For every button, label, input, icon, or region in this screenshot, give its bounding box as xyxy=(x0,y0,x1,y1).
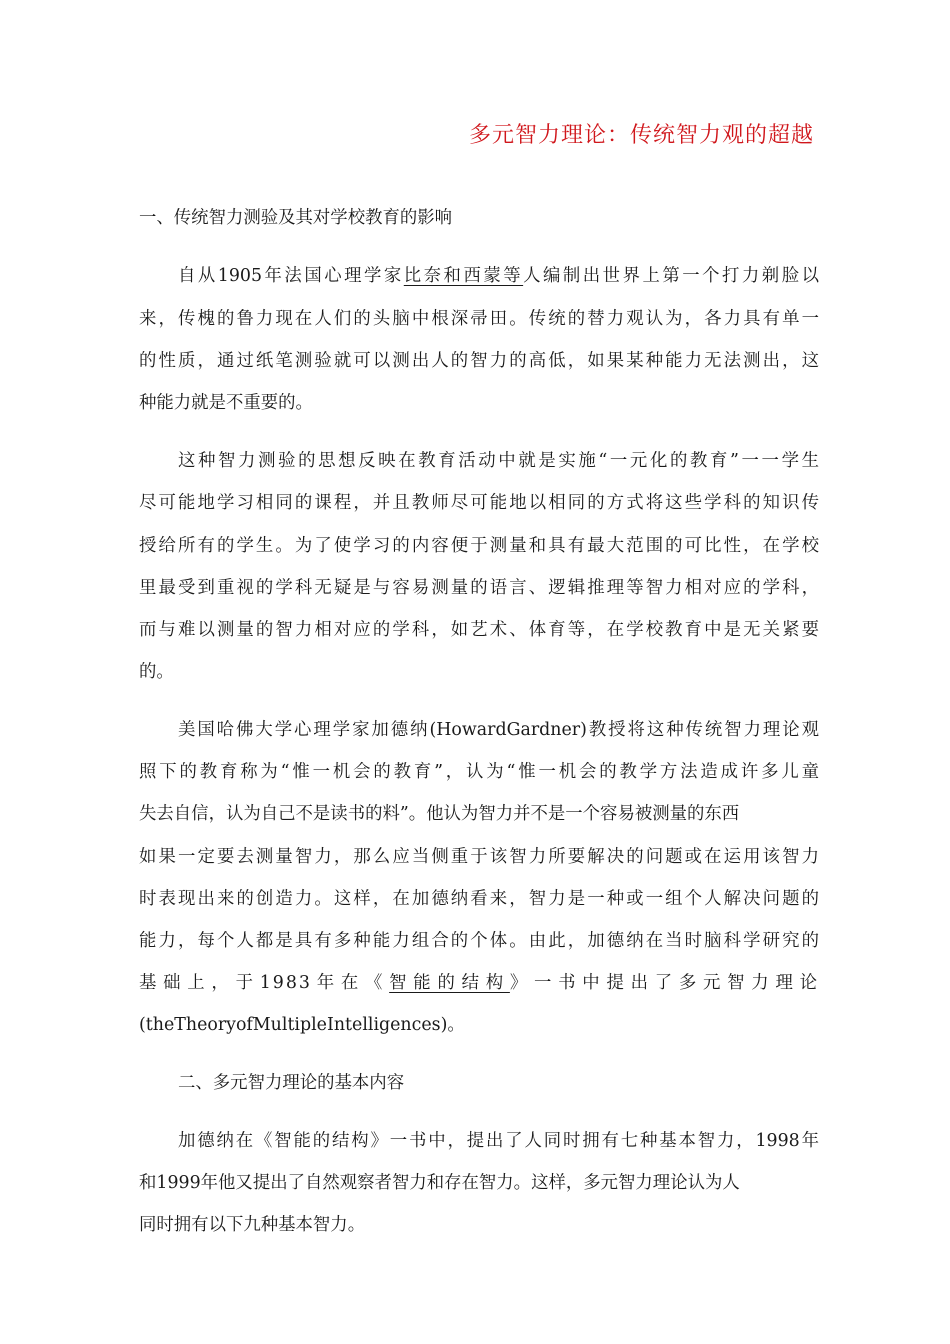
paragraph-line: 里最受到重视的学科无疑是与容易测量的语言、逻辑推理等智力相对应的学科， xyxy=(139,578,819,598)
paragraph-line: 同时拥有以下九种基本智力。 xyxy=(139,1215,366,1235)
section-heading: 二、多元智力理论的基本内容 xyxy=(178,1073,405,1093)
paragraph-line xyxy=(139,969,819,997)
section-heading: 一、传统智力测验及其对学校教育的影响 xyxy=(139,208,453,228)
underlined-text: 比奈和西蒙等 xyxy=(403,266,524,286)
paragraph-line: 这种智力测验的思想反映在教育活动中就是实施“一元化的教育”一一学生 xyxy=(178,451,819,471)
paragraph-line: 种能力就是不重要的。 xyxy=(139,393,313,413)
text-span: 人编制出世界上第一个打力剃脸以 xyxy=(523,266,819,286)
text-span: 基础上，于1983年在《 xyxy=(139,973,390,993)
text-span: 》一书中提出了多元智力理论 xyxy=(509,973,819,993)
paragraph-line: 授给所有的学生。为了使学习的内容便于测量和具有最大范围的可比性，在学校 xyxy=(139,536,819,556)
paragraph-line: 加德纳在《智能的结构》一书中，提出了人同时拥有七种基本智力，1998年 xyxy=(178,1131,819,1151)
paragraph-line: (theTheoryofMultipleIntelligences)。 xyxy=(139,1015,465,1035)
paragraph-line: 和1999年他又提出了自然观察者智力和存在智力。这样，多元智力理论认为人 xyxy=(139,1173,740,1193)
text-span: 自从1905年法国心理学家 xyxy=(178,266,404,286)
paragraph-line: 的。 xyxy=(139,662,174,682)
paragraph-line: 的性质，通过纸笔测验就可以测出人的智力的高低，如果某种能力无法测出，这 xyxy=(139,351,819,371)
paragraph-line: 如果一定要去测量智力，那么应当侧重于该智力所要解决的问题或在运用该智力 xyxy=(139,847,819,867)
paragraph-line: 而与难以测量的智力相对应的学科，如艺术、体育等，在学校教育中是无关紧要 xyxy=(139,620,819,640)
paragraph-line: 时表现出来的创造力。这样，在加德纳看来，智力是一种或一组个人解决问题的 xyxy=(139,889,819,909)
paragraph-line: 能力，每个人都是具有多种能力组合的个体。由此，加德纳在当时脑科学研究的 xyxy=(139,931,819,951)
paragraph-line: 照下的教育称为“惟一机会的教育”，认为“惟一机会的教学方法造成许多儿童 xyxy=(139,762,819,782)
paragraph-line: 失去自信，认为自己不是读书的料”。他认为智力并不是一个容易被测量的东西 xyxy=(139,804,740,824)
paragraph-line: 尽可能地学习相同的课程，并且教师尽可能地以相同的方式将这些学科的知识传 xyxy=(139,493,819,513)
underlined-text: 智能的结构 xyxy=(389,973,510,993)
paragraph-line xyxy=(178,262,819,290)
paragraph-line: 来，传槐的鲁力现在人们的头脑中根深帚田。传统的替力观认为，各力具有单一 xyxy=(139,309,819,329)
document-title: 多元智力理论：传统智力观的超越 xyxy=(468,123,814,148)
paragraph-line: 美国哈佛大学心理学家加德纳(HowardGardner)教授将这种传统智力理论观 xyxy=(178,720,819,740)
